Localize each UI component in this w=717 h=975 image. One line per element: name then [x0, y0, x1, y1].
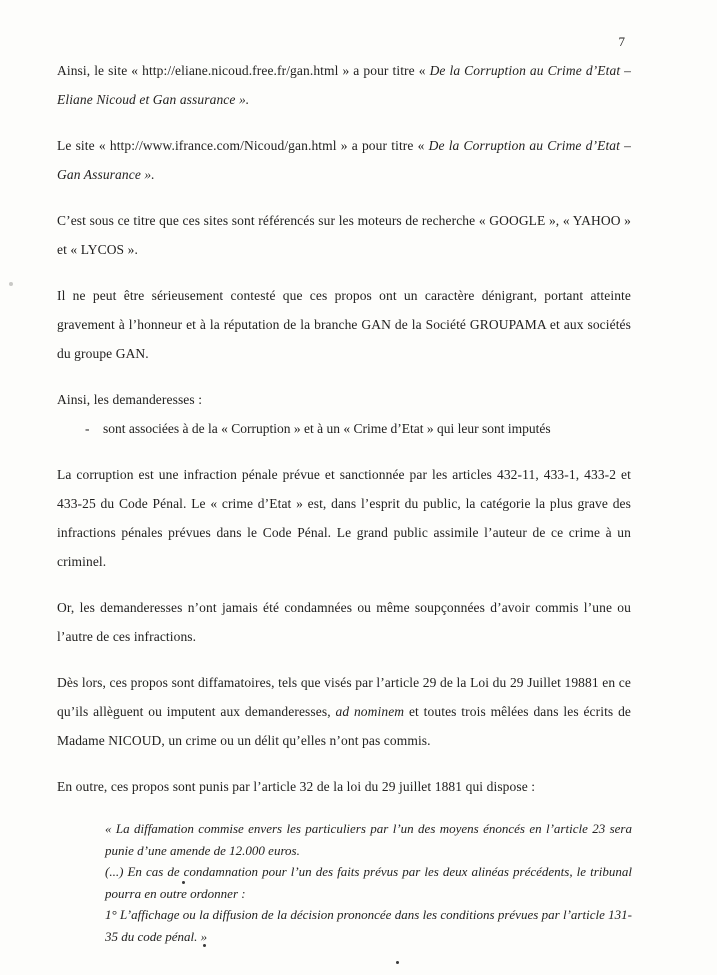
- paragraph-penal-code: La corruption est une infraction pénale prévue et sanctionnée par les articles 432-11, 433-1, 433-2 et 433-25 du Code Pénal. Le « crime d’Etat » est, dans l’esprit du public, la catégorie la plus grave des infractions pénales prévues dans le Code Pénal. Le grand public assimile l’auteur de ce crime à un criminel.: [57, 467, 631, 569]
- paragraph-text: Dès lors, ces propos sont diffamatoires, tels que visés par l’article 29 de la Loi du 29 Juillet 19881 en ce qu’ils allèguent ou imputent aux demanderesses,: [57, 675, 631, 719]
- paragraph-text: et toutes trois mêlées dans les écrits de Madame NICOUD, un crime ou un délit qu’elles n’ont pas commis.: [57, 704, 632, 748]
- list-item-imputations: [57, 414, 631, 443]
- list-item-dash: -: [85, 421, 90, 436]
- list-item-text: sont associées à de la « Corruption » et à un « Crime d’Etat » qui leur sont imputés: [103, 421, 551, 436]
- paragraph-search-engines: C’est sous ce titre que ces sites sont référencés sur les moteurs de recherche « GOOGLE », « YAHOO » et « LYCOS ».: [57, 213, 631, 257]
- quote-part-condemnation: (...) En cas de condamnation pour l’un des faits prévus par les deux alinéas précédents, le tribunal pourra en outre ordonner :: [105, 864, 632, 901]
- quote-part-posting-decision: 1° L’affichage ou la diffusion de la décision prononcée dans les conditions prévues par l’article 131-35 du code pénal. »: [105, 907, 632, 944]
- quote-part-defamation-fine: « La diffamation commise envers les particuliers par l’un des moyens énoncés en l’article 23 sera punie d’une amende de 12.000 euros.: [105, 821, 632, 858]
- paragraph-claimants-heading: Ainsi, les demanderesses :: [57, 392, 203, 407]
- paragraph-article-32: En outre, ces propos sont punis par l’article 32 de la loi du 29 juillet 1881 qui dispose :: [57, 779, 536, 794]
- paragraph-site-eliane: [57, 56, 631, 114]
- paragraph-denigrating-remarks: Il ne peut être sérieusement contesté que ces propos ont un caractère dénigrant, portant atteinte gravement à l’honneur et à la réputation de la branche GAN de la Société GROUPAMA et aux sociétés du groupe GAN.: [57, 288, 631, 361]
- site-title-italic: De la Corruption au Crime d’Etat – Gan Assurance ».: [57, 138, 631, 182]
- paragraph-defamatory: [57, 668, 631, 755]
- paragraph-text: Ainsi, le site « http://eliane.nicoud.free.fr/gan.html » a pour titre «: [57, 63, 430, 78]
- page-content: [57, 56, 631, 947]
- page-number: 7: [618, 34, 625, 49]
- site-title-italic: De la Corruption au Crime d’Etat – Eliane Nicoud et Gan assurance ».: [57, 63, 632, 107]
- scan-speck: [396, 961, 399, 964]
- latin-phrase-italic: ad nominem: [335, 704, 405, 719]
- paragraph-never-convicted: Or, les demanderesses n’ont jamais été condamnées ou même soupçonnées d’avoir commis l’une ou l’autre de ces infractions.: [57, 600, 631, 644]
- scan-speck: [9, 282, 13, 286]
- paragraph-text: Le site « http://www.ifrance.com/Nicoud/gan.html » a pour titre «: [57, 138, 429, 153]
- scan-speck: [203, 944, 206, 947]
- scan-speck: [182, 881, 185, 884]
- paragraph-site-ifrance: [57, 131, 631, 189]
